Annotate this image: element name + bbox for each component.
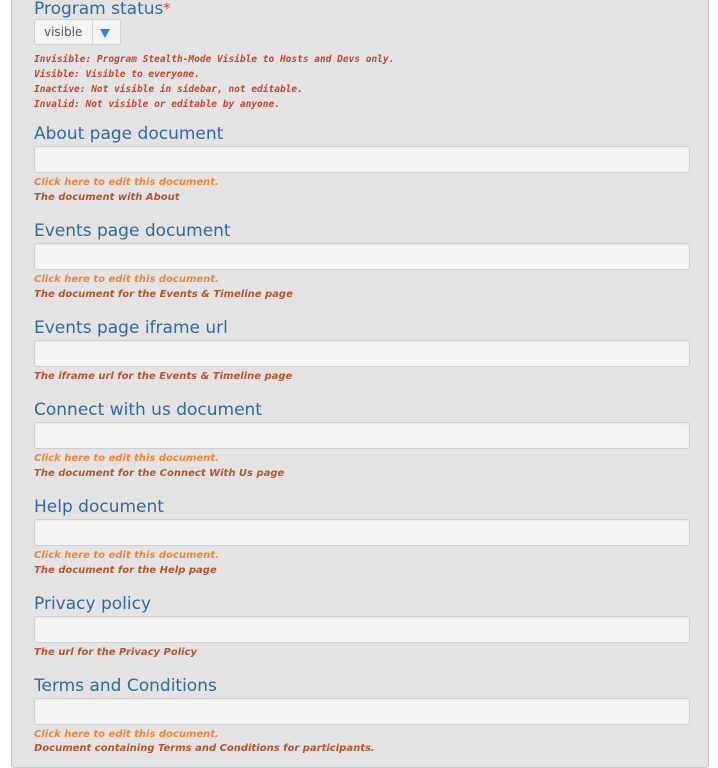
terms-edit-link[interactable]: Click here to edit this document. <box>34 729 219 740</box>
events-iframe-field <box>34 318 690 382</box>
program-status-select[interactable] <box>34 19 121 45</box>
program-status-field <box>34 0 690 110</box>
connect-page-label: Connect with us document <box>34 400 262 420</box>
help-page-input[interactable] <box>34 519 690 546</box>
connect-page-field <box>34 400 690 479</box>
events-page-label: Events page document <box>34 221 231 241</box>
required-marker: * <box>163 1 171 17</box>
select-divider <box>92 20 93 44</box>
program-status-selected-value: visible <box>44 25 83 39</box>
terms-label: Terms and Conditions <box>34 676 217 696</box>
terms-field <box>34 676 690 754</box>
connect-page-edit-link[interactable]: Click here to edit this document. <box>34 453 219 464</box>
help-page-field <box>34 497 690 576</box>
events-page-field <box>34 221 690 300</box>
help-page-help: The document for the Help page <box>34 565 217 576</box>
events-page-help: The document for the Events & Timeline page <box>34 289 293 300</box>
events-iframe-help: The iframe url for the Events & Timeline page <box>34 371 293 382</box>
help-page-edit-link[interactable]: Click here to edit this document. <box>34 550 219 561</box>
about-page-help: The document with About <box>34 192 180 203</box>
terms-input[interactable] <box>34 698 690 725</box>
privacy-policy-label: Privacy policy <box>34 594 151 614</box>
privacy-policy-help: The url for the Privacy Policy <box>34 647 198 658</box>
status-note-inactive: Inactive: Not visible in sidebar, not editable. <box>34 84 303 95</box>
about-page-field <box>34 124 690 203</box>
triangle-down-icon <box>100 29 110 38</box>
status-note-visible: Visible: Visible to everyone. <box>34 69 200 80</box>
about-page-input[interactable] <box>34 146 690 173</box>
events-page-edit-link[interactable]: Click here to edit this document. <box>34 274 219 285</box>
connect-page-help: The document for the Connect With Us page <box>34 468 285 479</box>
status-note-invisible: Invisible: Program Stealth-Mode Visible to Hosts and Devs only. <box>34 54 395 65</box>
status-note-invalid: Invalid: Not visible or editable by anyone. <box>34 99 280 110</box>
privacy-policy-input[interactable] <box>34 616 690 643</box>
about-page-edit-link[interactable]: Click here to edit this document. <box>34 177 219 188</box>
connect-page-input[interactable] <box>34 422 690 449</box>
privacy-policy-field <box>34 594 690 658</box>
events-page-input[interactable] <box>34 243 690 270</box>
terms-help: Document containing Terms and Conditions for participants. <box>34 743 375 754</box>
program-status-label-text: Program status <box>34 0 164 19</box>
help-page-label: Help document <box>34 497 164 517</box>
program-status-label <box>34 0 690 19</box>
events-iframe-input[interactable] <box>34 340 690 367</box>
about-page-label: About page document <box>34 124 224 144</box>
program-status-notes <box>34 52 394 112</box>
events-iframe-label: Events page iframe url <box>34 318 228 338</box>
